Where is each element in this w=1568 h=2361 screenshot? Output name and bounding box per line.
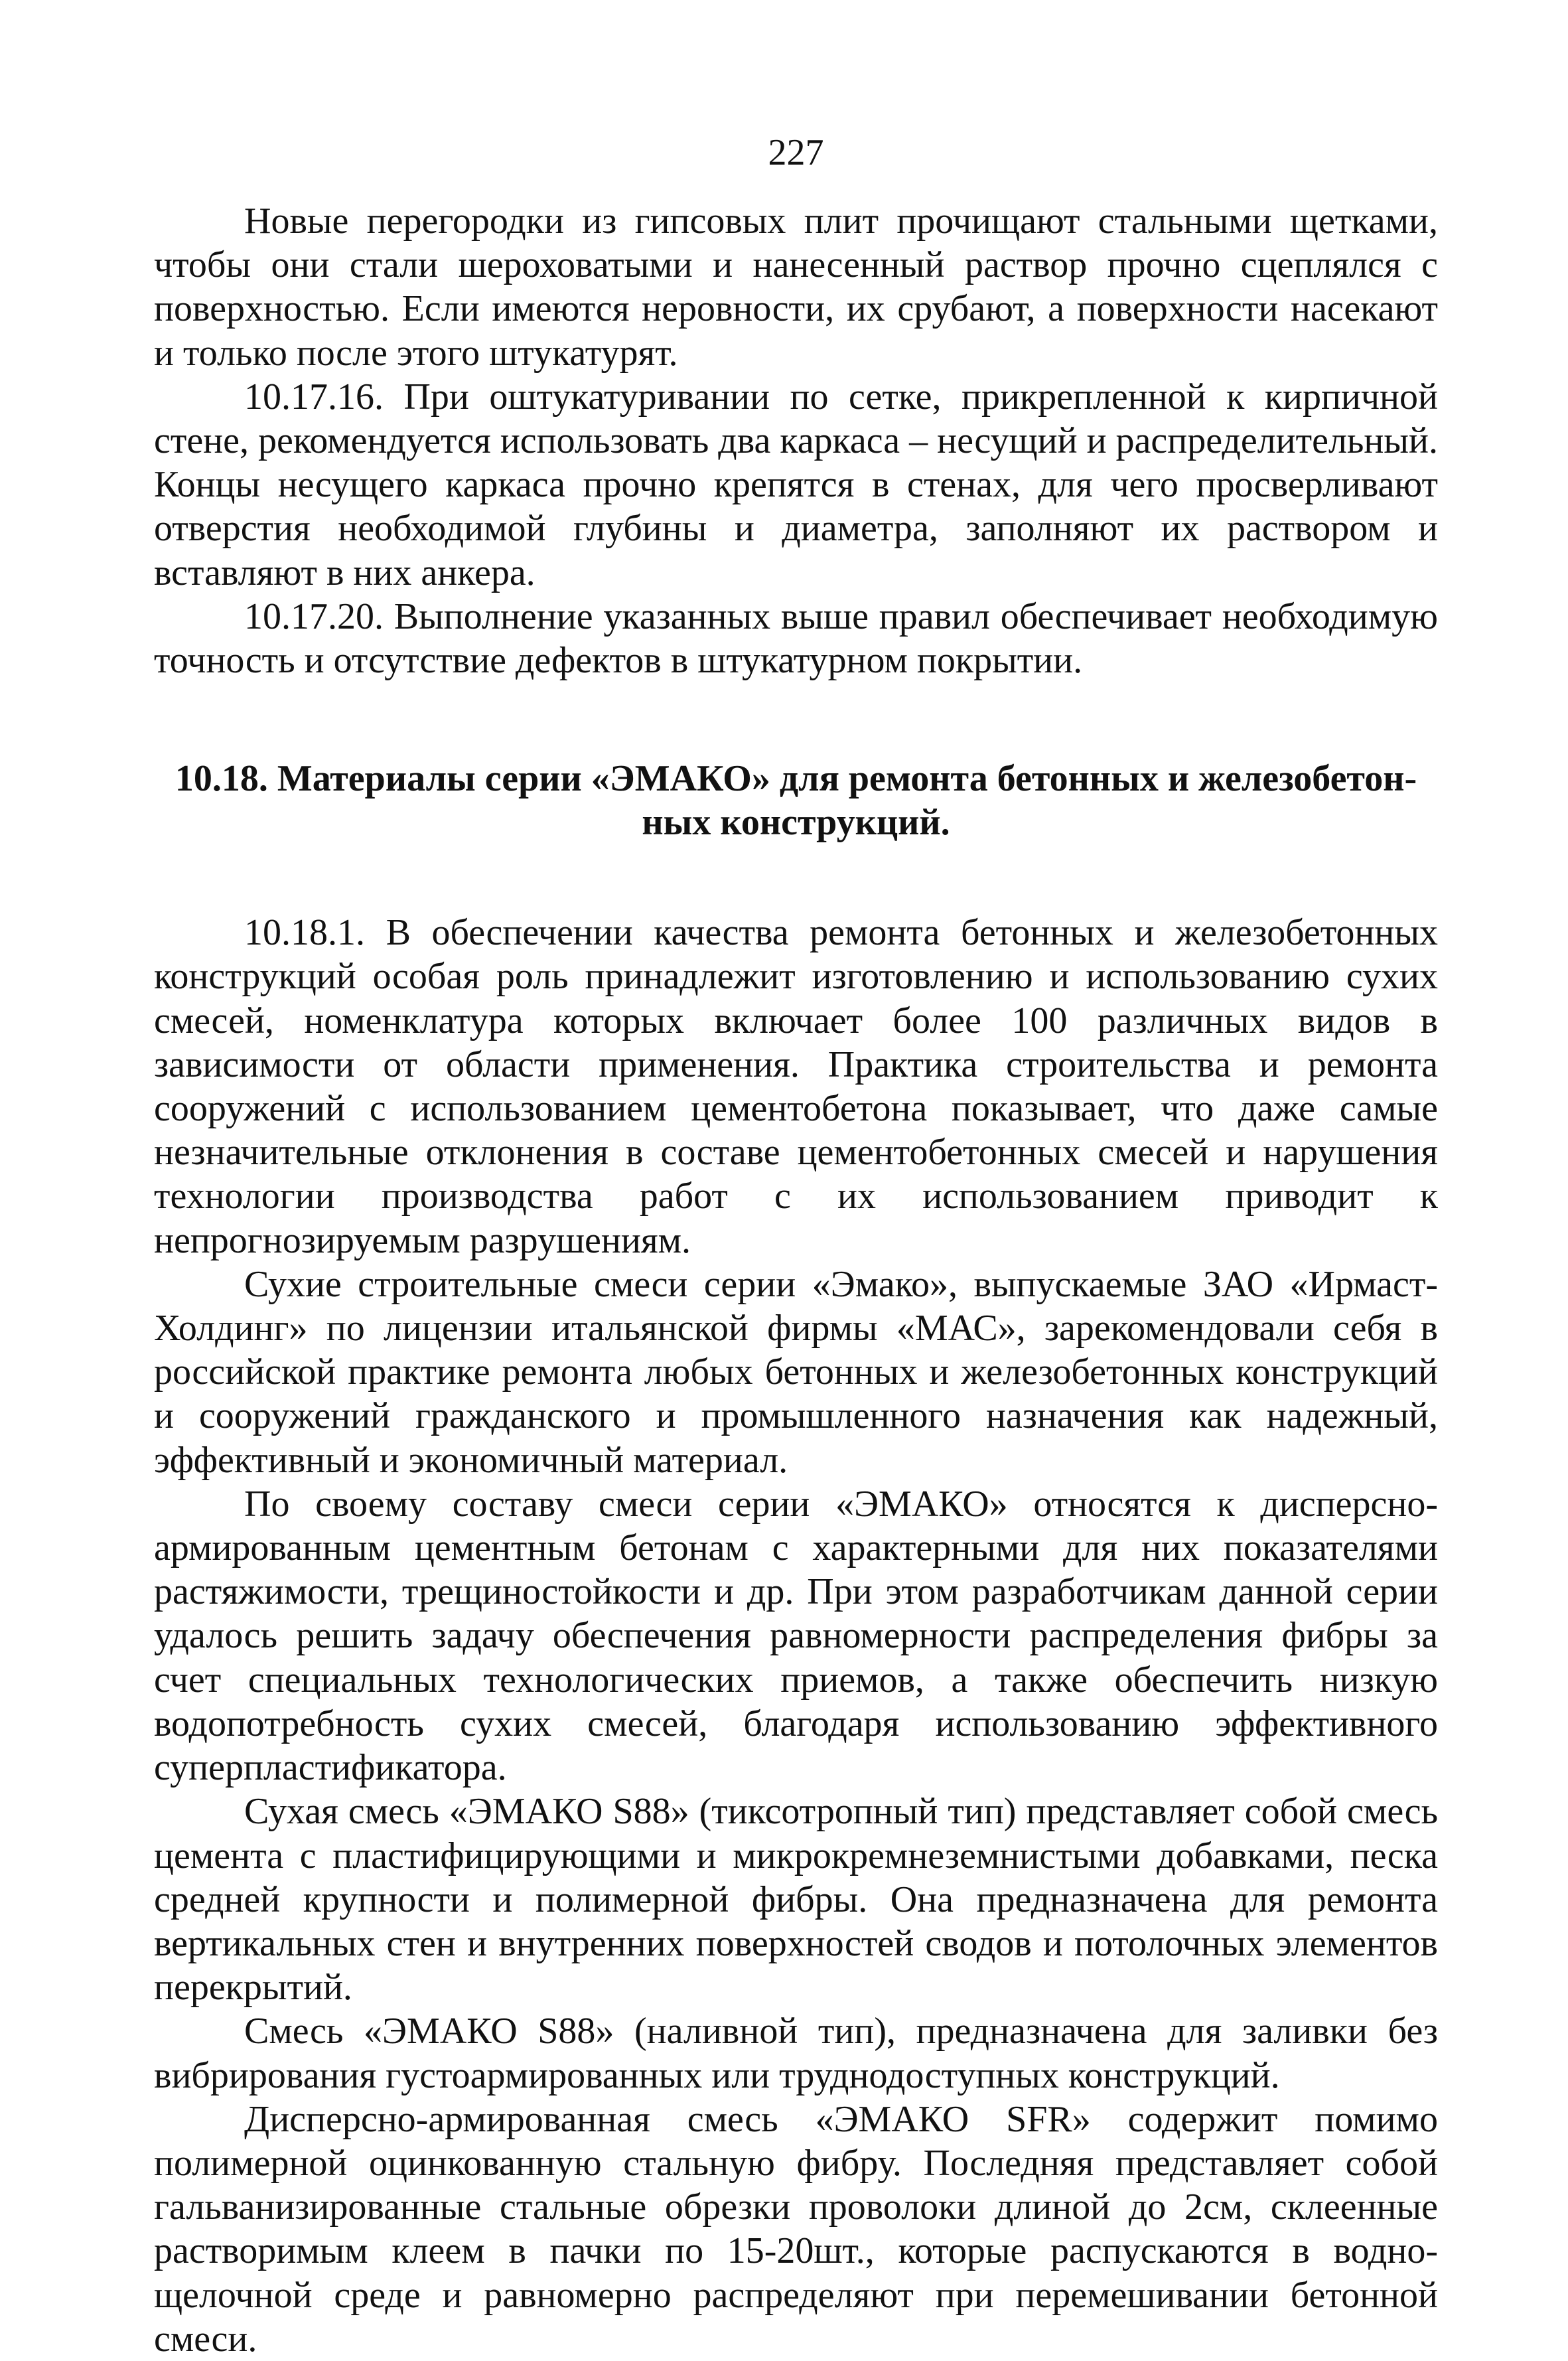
- section-title-line-1: 10.18. Материалы серии «ЭМАКО» для ремонта бетонных и железобетон-: [175, 758, 1417, 800]
- section-title-10-18: [154, 757, 1438, 844]
- paragraph-10-17-16: 10.17.16. При оштукатуривании по сетке, прикрепленной к кирпичной стене, рекомендуется использовать два каркаса – несущий и распределительный. Концы несущего каркаса прочно крепятся в стенах, для чего просверливают отверстия необходимой глубины и диаметра, заполняют их раствором и вставляют в них анкера.: [154, 376, 1438, 593]
- paragraph-10-18-1: 10.18.1. В обеспечении качества ремонта бетонных и железобетонных конструкций особая роль принадлежит изготовлению и использованию сухих смесей, номенклатура которых включает более 100 различных видов в зависимости от области применения. Практика строительства и ремонта сооружений с использованием цементобетона показывает, что даже самые незначительные отклонения в составе цементобетонных смесей и нарушения технологии производства работ с их использованием приводит к непрогнозируемым разрушениям.: [154, 912, 1438, 1261]
- document-page: [154, 126, 1438, 2361]
- paragraph-emako-s88-thixotropic: Сухая смесь «ЭМАКО S88» (тиксотропный тип) представляет собой смесь цемента с пластифицирующими и микрокремнеземнистыми добавками, песка средней крупности и полимерной фибры. Она предназначена для ремонта вертикальных стен и внутренних поверхностей сводов и потолочных элементов перекрытий.: [154, 1791, 1438, 2009]
- page-number: 227: [768, 132, 824, 173]
- paragraph-10-17-20: 10.17.20. Выполнение указанных выше правил обеспечивает необходимую точность и отсутствие дефектов в штукатурном покрытии.: [154, 595, 1438, 682]
- paragraph-emako-composition: По своему составу смеси серии «ЭМАКО» относятся к дисперсно-армированным цементным бетонам с характерными для них показателями растяжимости, трещиностойкости и др. При этом разработчикам данной серии удалось решить задачу обеспечения равномерности распределения фибры за счет специальных технологических приемов, а также обеспечить низкую водопотребность сухих смесей, благодаря использованию эффективного суперпластификатора.: [154, 1483, 1438, 1789]
- section-title-line-2: ных конструкций.: [642, 802, 950, 844]
- paragraph-emako-dry-mixes: Сухие строительные смеси серии «Эмако», выпускаемые ЗАО «Ирмаст-Холдинг» по лицензии итальянской фирмы «МАС», зарекомендовали себя в российской практике ремонта любых бетонных и железобетонных конструкций и сооружений гражданского и промышленного назначения как надежный, эффективный и экономичный материал.: [154, 1263, 1438, 1481]
- paragraph-emako-s88-pourable: Смесь «ЭМАКО S88» (наливной тип), предназначена для заливки без вибрирования густоармированных или труднодоступных конструкций.: [154, 2011, 1438, 2096]
- paragraph-emako-sfr: Дисперсно-армированная смесь «ЭМАКО SFR» содержит помимо полимерной оцинкованную стальную фибру. Последняя представляет собой гальванизированные стальные обрезки проволоки длиной до 2см, склеенные растворимым клеем в пачки по 15-20шт., которые распускаются в водно-щелочной среде и равномерно распределяют при перемешивании бетонной смеси.: [154, 2098, 1438, 2360]
- paragraph-partitions-cleaning: Новые перегородки из гипсовых плит прочищают стальными щетками, чтобы они стали шероховатыми и нанесенный раствор прочно сцеплялся с поверхностью. Если имеются неровности, их срубают, а поверхности насекают и только после этого штукатурят.: [154, 200, 1438, 374]
